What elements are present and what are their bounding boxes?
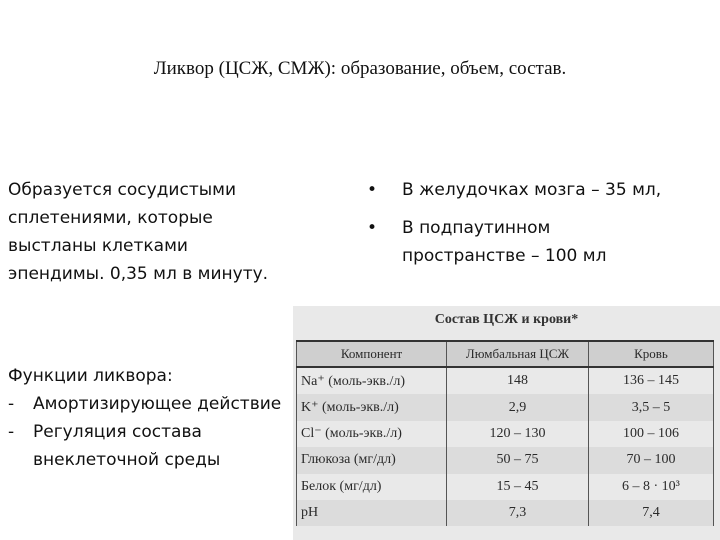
table-cell: pH bbox=[297, 500, 447, 526]
formation-text-block bbox=[8, 176, 288, 288]
table-cell: 148 bbox=[447, 367, 589, 394]
bullet-icon: • bbox=[367, 180, 378, 200]
table-cell: Белок (мг/дл) bbox=[297, 474, 447, 500]
table-cell: 2,9 bbox=[447, 394, 589, 420]
volume-item bbox=[365, 176, 665, 204]
volume-label: В желудочках мозга – 35 мл, bbox=[402, 180, 662, 200]
column-header: Компонент bbox=[297, 341, 447, 367]
table-cell: 3,5 – 5 bbox=[588, 394, 713, 420]
volume-item bbox=[365, 214, 665, 270]
bullet-icon: • bbox=[367, 218, 378, 238]
table-title: Состав ЦСЖ и крови* bbox=[434, 312, 579, 327]
table-cell: 7,4 bbox=[588, 500, 713, 526]
slide-title: Ликвор (ЦСЖ, СМЖ): образование, объем, состав. bbox=[153, 58, 567, 79]
column-header: Кровь bbox=[588, 341, 713, 367]
table-cell: Глюкоза (мг/дл) bbox=[297, 447, 447, 473]
table-cell: 70 – 100 bbox=[588, 447, 713, 473]
table-cell: K⁺ (моль-экв./л) bbox=[297, 394, 447, 420]
functions-heading: Функции ликвора: bbox=[8, 366, 173, 386]
column-header: Люмбальная ЦСЖ bbox=[447, 341, 589, 367]
table-row bbox=[297, 500, 714, 526]
table-cell: 7,3 bbox=[447, 500, 589, 526]
dash-marker: - bbox=[8, 394, 15, 414]
table-row bbox=[297, 447, 714, 473]
table-row bbox=[297, 394, 714, 420]
formation-text: Образуется сосудистыми сплетениями, которые выстланы клетками эпендимы. 0,35 мл в минуту. bbox=[8, 180, 269, 284]
dash-marker: - bbox=[8, 422, 15, 442]
function-label: Регуляция состава внеклеточной среды bbox=[33, 422, 221, 470]
composition-table-image bbox=[293, 306, 720, 540]
table-cell: 100 – 106 bbox=[588, 421, 713, 447]
table-row bbox=[297, 474, 714, 500]
table-row bbox=[297, 367, 714, 394]
table-cell: 6 – 8 · 10³ bbox=[588, 474, 713, 500]
table-cell: Cl⁻ (моль-экв./л) bbox=[297, 421, 447, 447]
table-cell: Na⁺ (моль-экв./л) bbox=[297, 367, 447, 394]
table-cell: 136 – 145 bbox=[588, 367, 713, 394]
table-header-row bbox=[297, 341, 714, 367]
table-row bbox=[297, 421, 714, 447]
function-label: Амортизирующее действие bbox=[33, 394, 282, 414]
functions-block bbox=[8, 362, 288, 474]
function-item bbox=[8, 390, 288, 418]
function-item bbox=[8, 418, 288, 474]
composition-table bbox=[296, 340, 714, 526]
table-cell: 15 – 45 bbox=[447, 474, 589, 500]
volume-list bbox=[365, 176, 665, 280]
volume-label: В подпаутинном пространстве – 100 мл bbox=[402, 218, 607, 266]
table-cell: 120 – 130 bbox=[447, 421, 589, 447]
table-cell: 50 – 75 bbox=[447, 447, 589, 473]
